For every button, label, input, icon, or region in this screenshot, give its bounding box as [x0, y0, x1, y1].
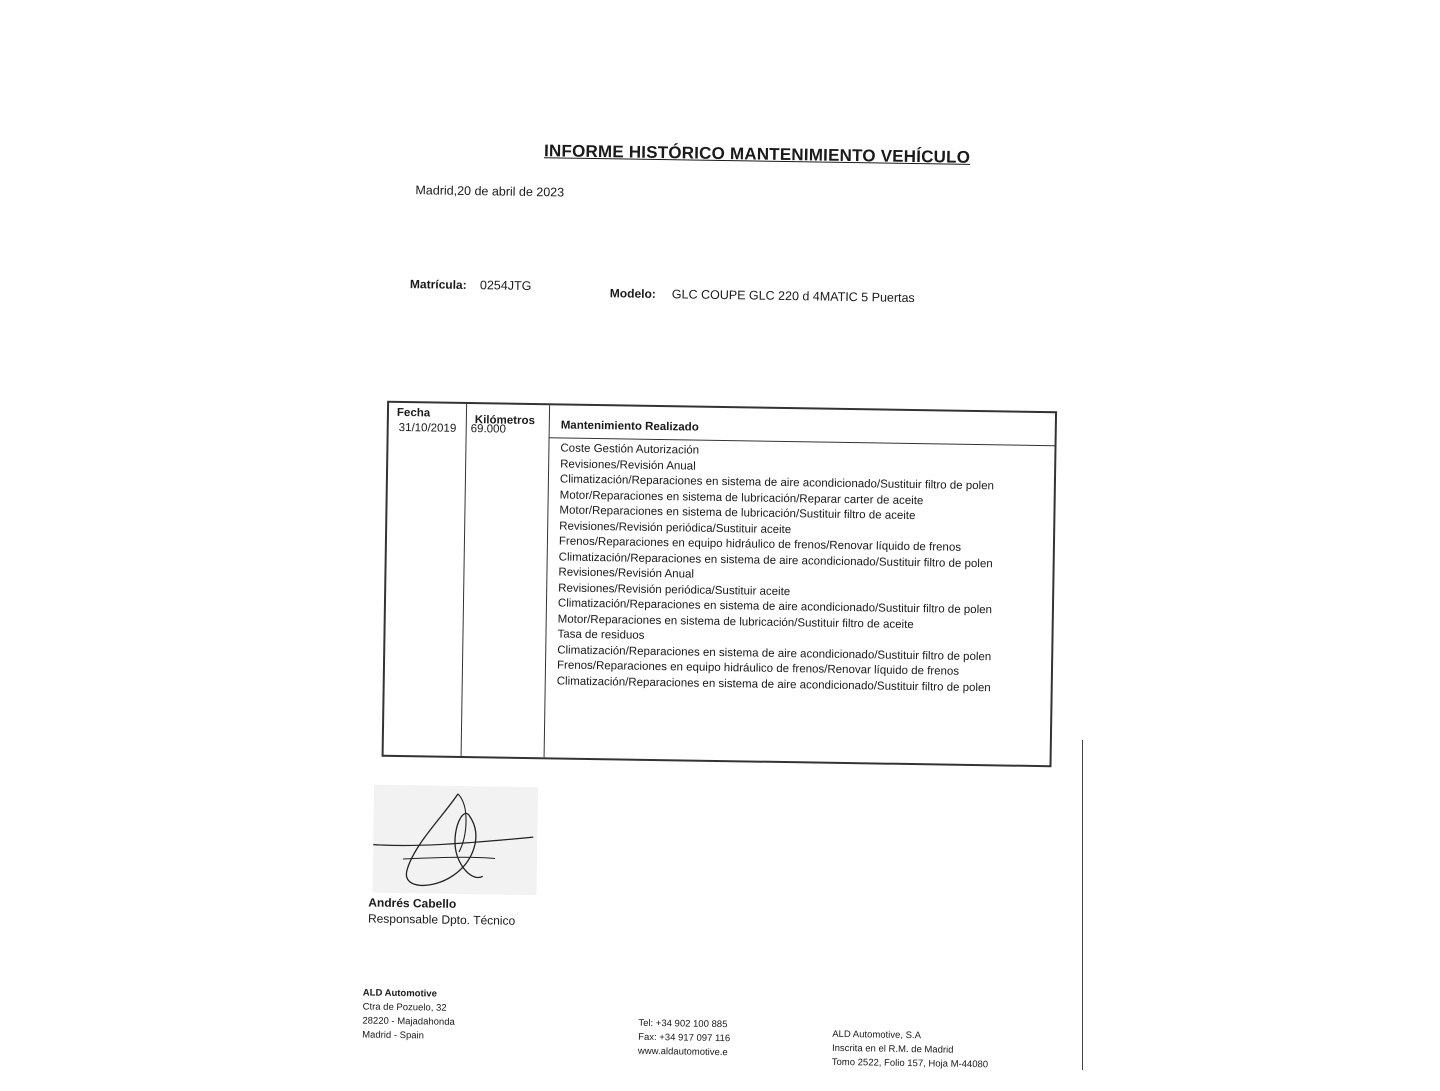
scan-edge [1082, 740, 1083, 1070]
list-item: Revisiones/Revisión Anual [558, 566, 695, 581]
signature-image [372, 785, 538, 896]
signature-scribble-icon [372, 785, 538, 896]
table-divider [461, 404, 468, 756]
document-date: Madrid,20 de abril de 2023 [415, 183, 565, 200]
list-item: Frenos/Reparaciones en equipo hidráulico de frenos/Renovar líquido de frenos [556, 659, 960, 678]
list-item: Revisiones/Revisión periódica/Sustituir aceite [559, 519, 792, 536]
list-item: Revisiones/Revisión periódica/Sustituir aceite [558, 581, 791, 598]
signer-role: Responsable Dpto. Técnico [367, 911, 516, 928]
list-item: Climatización/Reparaciones en sistema de aire acondicionado/Sustituir filtro de polen [556, 674, 991, 694]
list-item: Motor/Reparaciones en sistema de lubricación/Reparar carter de aceite [559, 488, 924, 507]
footer-address-line: 28220 - Majadahonda [362, 1015, 455, 1028]
footer-website: www.aldautomotive.e [637, 1045, 728, 1059]
footer-phone: Tel: +34 902 100 885 [638, 1017, 728, 1031]
footer-address-line: Madrid - Spain [362, 1029, 425, 1042]
list-item: Motor/Reparaciones en sistema de lubricación/Sustituir filtro de aceite [557, 612, 914, 631]
list-item: Coste Gestión Autorización [560, 442, 700, 457]
list-item: Climatización/Reparaciones en sistema de aire acondicionado/Sustituir filtro de polen [557, 597, 993, 617]
document-title: INFORME HISTÓRICO MANTENIMIENTO VEHÍCULO [543, 141, 971, 167]
footer-fax: Fax: +34 917 097 116 [638, 1031, 731, 1045]
list-item: Revisiones/Revisión Anual [560, 457, 696, 473]
list-item: Frenos/Reparaciones en equipo hidráulico de frenos/Renovar líquido de frenos [558, 535, 962, 554]
plate-label: Matrícula: [409, 277, 467, 292]
row-date: 31/10/2019 [398, 421, 457, 435]
footer-address [362, 986, 455, 1043]
list-item: Motor/Reparaciones en sistema de lubricación/Sustituir filtro de aceite [559, 504, 916, 523]
footer-registry-line: ALD Automotive, S.A [832, 1028, 922, 1042]
maintenance-list [557, 441, 1041, 697]
header-mantenimiento: Mantenimiento Realizado [560, 419, 699, 434]
list-item: Tasa de residuos [557, 628, 645, 642]
footer-registry [832, 1028, 989, 1072]
footer-contact [638, 1017, 731, 1060]
footer-registry-line: Tomo 2522, Folio 157, Hoja M-44080 [831, 1056, 989, 1071]
maintenance-table [382, 401, 1058, 767]
table-divider [544, 405, 551, 757]
list-item: Climatización/Reparaciones en sistema de aire acondicionado/Sustituir filtro de polen [559, 473, 995, 493]
header-fecha: Fecha [396, 406, 431, 420]
footer-registry-line: Inscrita en el R.M. de Madrid [831, 1042, 954, 1056]
list-item: Climatización/Reparaciones en sistema de aire acondicionado/Sustituir filtro de polen [557, 643, 992, 663]
plate-value: 0254JTG [479, 278, 532, 294]
row-km: 69.000 [470, 423, 506, 436]
model-value: GLC COUPE GLC 220 d 4MATIC 5 Puertas [671, 287, 915, 306]
list-item: Climatización/Reparaciones en sistema de aire acondicionado/Sustituir filtro de polen [558, 550, 993, 570]
header-kilometros: Kilómetros [474, 414, 536, 428]
footer-address-line: Ctra de Pozuelo, 32 [362, 1001, 447, 1014]
signer-name: Andrés Cabello [368, 895, 457, 911]
model-label: Modelo: [609, 286, 656, 301]
footer-company: ALD Automotive [362, 987, 437, 1000]
